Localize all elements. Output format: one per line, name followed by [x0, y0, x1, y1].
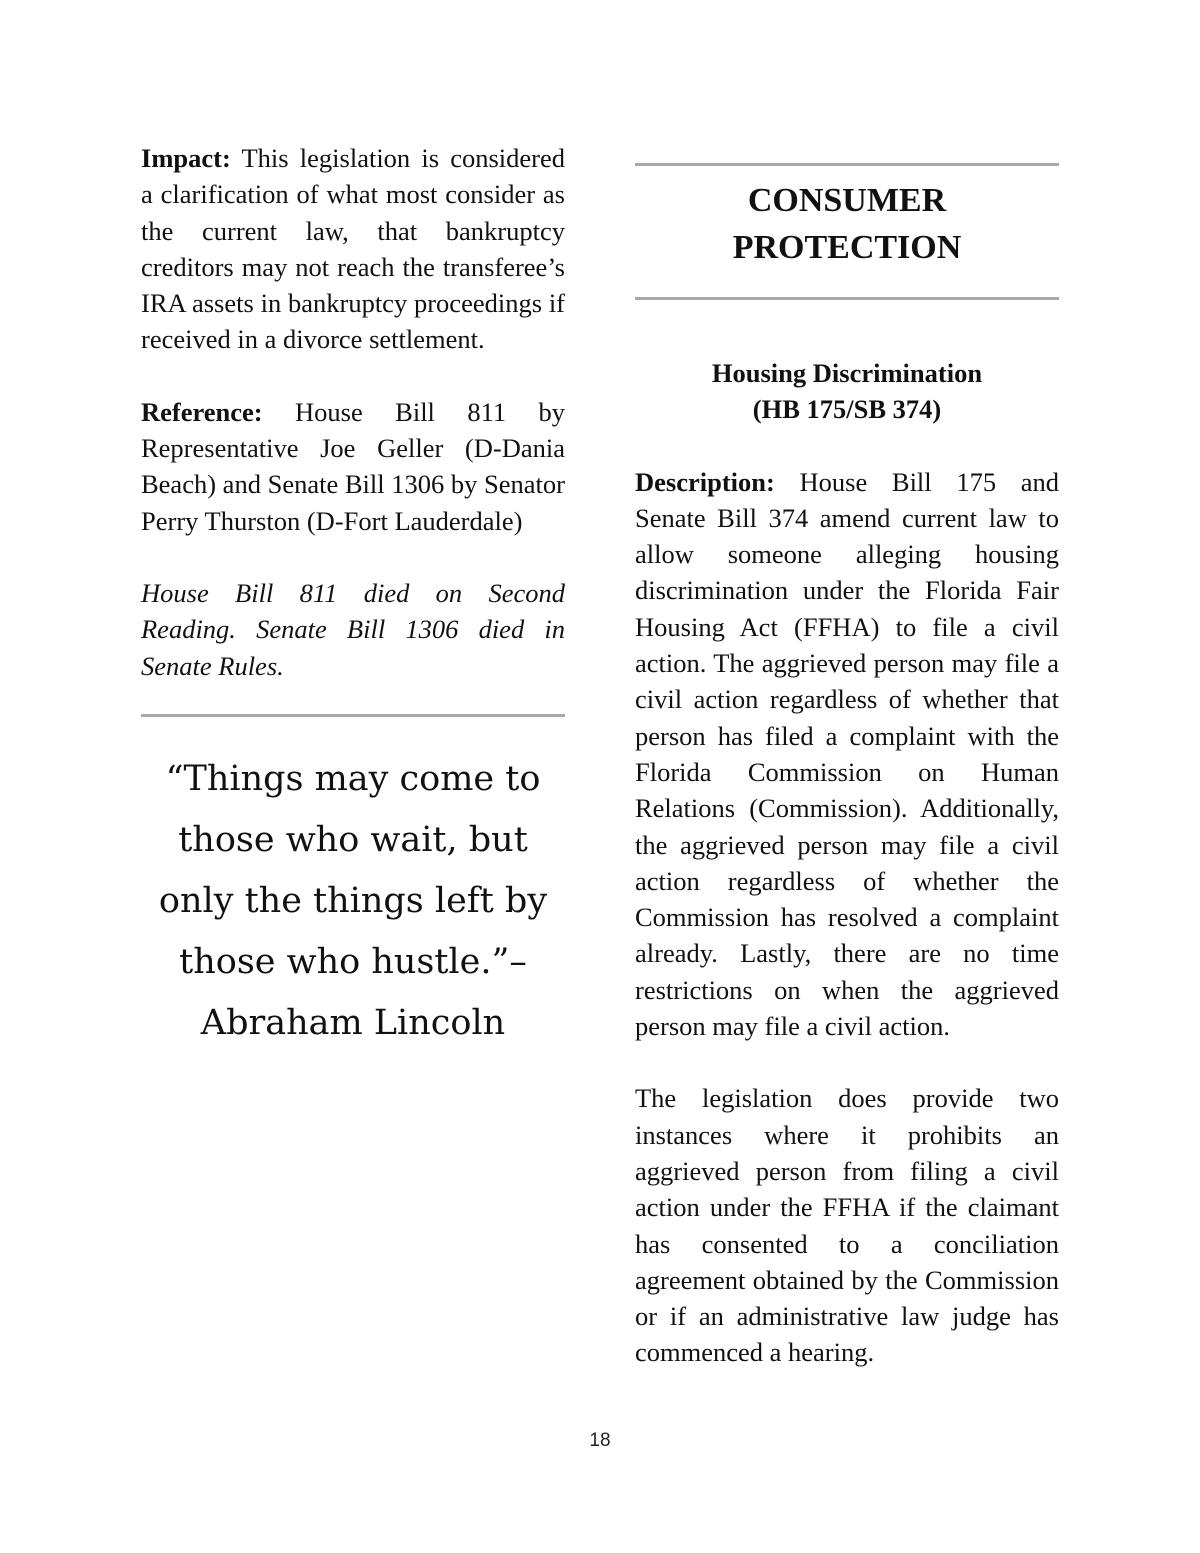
description-label: Description: — [635, 466, 775, 497]
lincoln-quote: “Things may come to those who wait, but only the things left by those who hustle.”– Abraham Lincoln — [158, 758, 548, 1043]
right-column — [635, 140, 1059, 1371]
section-title-line1: CONSUMER — [747, 182, 947, 219]
impact-label: Impact: — [141, 143, 231, 173]
divider-top — [635, 163, 1059, 166]
reference-text: House Bill 811 by Representative Joe Geller (D-Dania Beach) and Senate Bill 1306 by Senator Perry Thurston (D-Fort Lauderdale) — [141, 396, 565, 536]
divider-left — [141, 714, 565, 717]
impact-text: This legislation is considered a clarification of what most consider as the current law, that bankruptcy creditors may not reach the transferee’s IRA assets in bankruptcy proceedings if received in a divorce settlement. — [141, 143, 565, 355]
section-title-line2: PROTECTION — [732, 229, 962, 266]
description-paragraph — [635, 464, 1059, 1045]
reference-label: Reference: — [141, 396, 263, 427]
impact-paragraph — [141, 140, 565, 358]
bill-status: House Bill 811 died on Second Reading. Senate Bill 1306 died in Senate Rules. — [141, 577, 565, 681]
description-text: House Bill 175 and Senate Bill 374 amend current law to allow someone alleging housing discrimination under the Florida Fair Housing Act (FFHA) to file a civil action. The aggrieved person may file a civil action regardless of whether that person has filed a complaint with the Florida Commission on Human Relations (Commission). Additionally, the aggrieved person may file a civil action regardless of whether the Commission has resolved a complaint already. Lastly, there are no time restrictions on when the aggrieved person may file a civil action. — [635, 466, 1059, 1042]
legislation-paragraph: The legislation does provide two instances where it prohibits an aggrieved person from filing a civil action under the FFHA if the claimant has consented to a conciliation agreement obtained by the Commission or if an administrative law judge has commenced a hearing. — [635, 1083, 1059, 1368]
bill-title-line2: (HB 175/SB 374) — [752, 394, 942, 425]
left-column — [141, 140, 565, 1054]
section-heading — [635, 177, 1059, 271]
divider-bottom — [635, 297, 1059, 300]
reference-paragraph — [141, 394, 565, 539]
bill-title-line1: Housing Discrimination — [711, 358, 983, 388]
bill-heading — [635, 355, 1059, 428]
page-number: 18 — [589, 1430, 611, 1451]
